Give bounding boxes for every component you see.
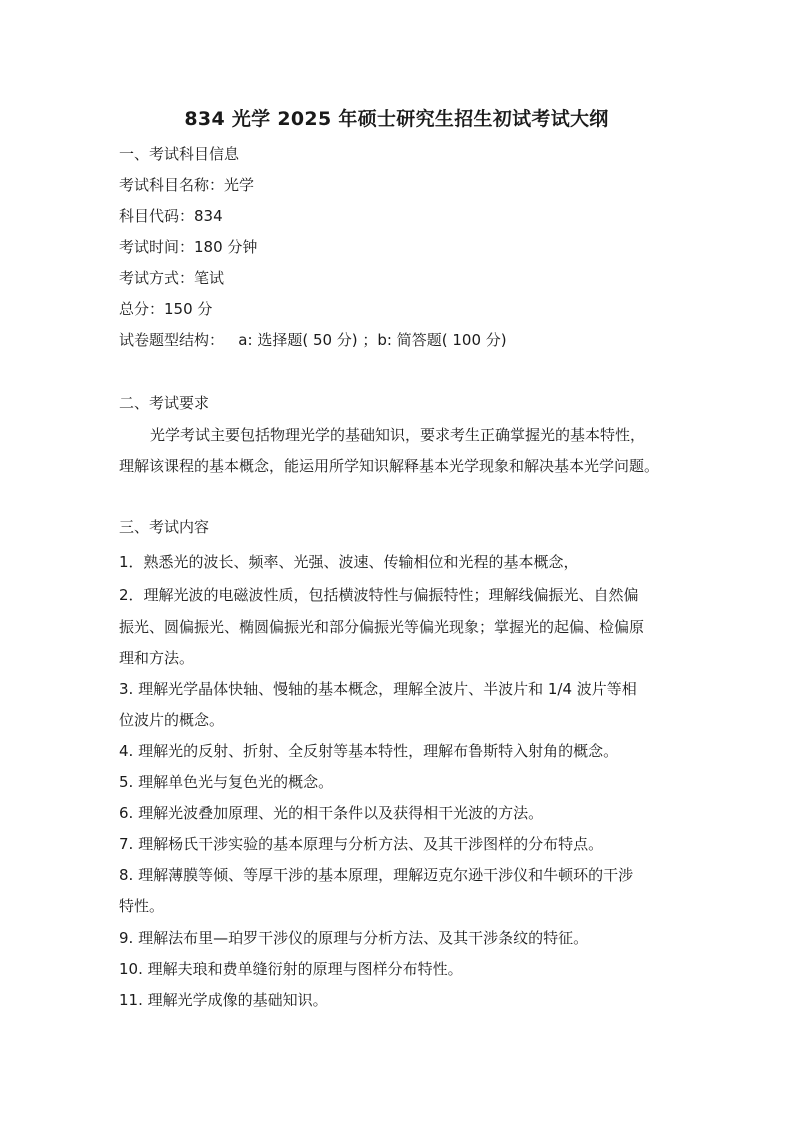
total-score: 总分：150 分 — [119, 300, 213, 318]
section3-heading: 三、考试内容 — [119, 518, 210, 536]
content-line: 11. 理解光学成像的基础知识。 — [119, 991, 328, 1009]
requirements-paragraph-line2: 理解该课程的基本概念，能运用所学知识解释基本光学现象和解决基本光学问题。 — [119, 457, 660, 475]
content-line: 4. 理解光的反射、折射、全反射等基本特性，理解布鲁斯特入射角的概念。 — [119, 742, 619, 760]
requirements-paragraph-line1: 光学考试主要包括物理光学的基础知识，要求考生正确掌握光的基本特性， — [150, 426, 646, 444]
content-line: 理和方法。 — [119, 649, 195, 667]
content-line: 9. 理解法布里—珀罗干涉仪的原理与分析方法、及其干涉条纹的特征。 — [119, 929, 589, 947]
content-line: 10. 理解夫琅和费单缝衍射的原理与图样分布特性。 — [119, 960, 463, 978]
content-line: 8. 理解薄膜等倾、等厚干涉的基本原理，理解迈克尔逊干涉仪和牛顿环的干涉 — [119, 866, 634, 884]
content-line: 7. 理解杨氏干涉实验的基本原理与分析方法、及其干涉图样的分布特点。 — [119, 835, 604, 853]
section1-heading: 一、考试科目信息 — [119, 145, 240, 163]
section2-heading: 二、考试要求 — [119, 394, 210, 412]
content-line: 位波片的概念。 — [119, 711, 225, 729]
content-line: 1．熟悉光的波长、频率、光强、波速、传输相位和光程的基本概念， — [119, 553, 579, 571]
content-line: 6. 理解光波叠加原理、光的相干条件以及获得相干光波的方法。 — [119, 804, 544, 822]
content-line: 5. 理解单色光与复色光的概念。 — [119, 773, 334, 791]
content-line: 振光、圆偏振光、椭圆偏振光和部分偏振光等偏光现象；掌握光的起偏、检偏原 — [119, 618, 645, 636]
exam-method: 考试方式：笔试 — [119, 269, 225, 287]
content-line: 特性。 — [119, 897, 165, 915]
content-line: 2．理解光波的电磁波性质，包括横波特性与偏振特性；理解线偏振光、自然偏 — [119, 586, 639, 604]
subject-name: 考试科目名称：光学 — [119, 176, 255, 194]
subject-code: 科目代码：834 — [119, 207, 223, 225]
content-line: 3. 理解光学晶体快轴、慢轴的基本概念，理解全波片、半波片和 1/4 波片等相 — [119, 680, 637, 698]
document-title: 834 光学 2025 年硕士研究生招生初试考试大纲 — [184, 108, 609, 130]
paper-structure: 试卷题型结构： a: 选择题( 50 分) ；b: 简答题( 100 分) — [119, 331, 507, 349]
exam-time: 考试时间：180 分钟 — [119, 238, 258, 256]
